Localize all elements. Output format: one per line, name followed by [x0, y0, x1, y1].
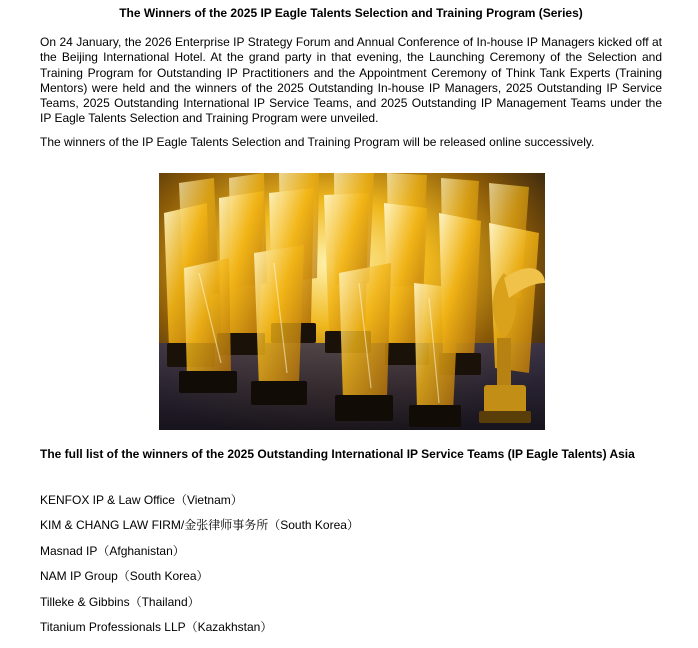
article-title: The Winners of the 2025 IP Eagle Talents Selection and Training Program (Series)	[119, 6, 583, 20]
award-trophies-photo	[159, 173, 545, 430]
intro-paragraph: On 24 January, the 2026 Enterprise IP Strategy Forum and Annual Conference of In-house IP Managers kicked off at the Beijing International Hotel. At the grand party in that evening, the Launching Ceremony of the Selection and Training Program for Outstanding IP Practitioners and the Appointment Ceremony of Think Tank Experts (Training Mentors) were held and the winners of the 2025 Outstanding In-house IP Managers, 2025 Outstanding IP Service Teams, 2025 Outstanding International IP Service Teams, and 2025 Outstanding IP Management Teams under the IP Eagle Talents Selection and Training Program were unveiled.	[40, 35, 662, 126]
article	[40, 0, 662, 634]
winners-list-heading: The full list of the winners of the 2025 Outstanding International IP Service Teams (IP Eagle Talents) Asia	[40, 447, 635, 461]
list-item: Tilleke & Gibbins（Thailand）	[40, 594, 200, 609]
trophies-illustration	[159, 173, 545, 430]
release-note: The winners of the IP Eagle Talents Selection and Training Program will be released online successively.	[40, 134, 595, 149]
list-item: Masnad IP（Afghanistan）	[40, 543, 185, 558]
list-item: KENFOX IP & Law Office（Vietnam）	[40, 493, 243, 507]
list-item: Titanium Professionals LLP（Kazakhstan）	[40, 619, 273, 634]
list-item: NAM IP Group（South Korea）	[40, 569, 209, 584]
list-item: KIM & CHANG LAW FIRM/金张律师事务所（South Korea）	[40, 518, 359, 533]
winners-list	[40, 493, 359, 645]
